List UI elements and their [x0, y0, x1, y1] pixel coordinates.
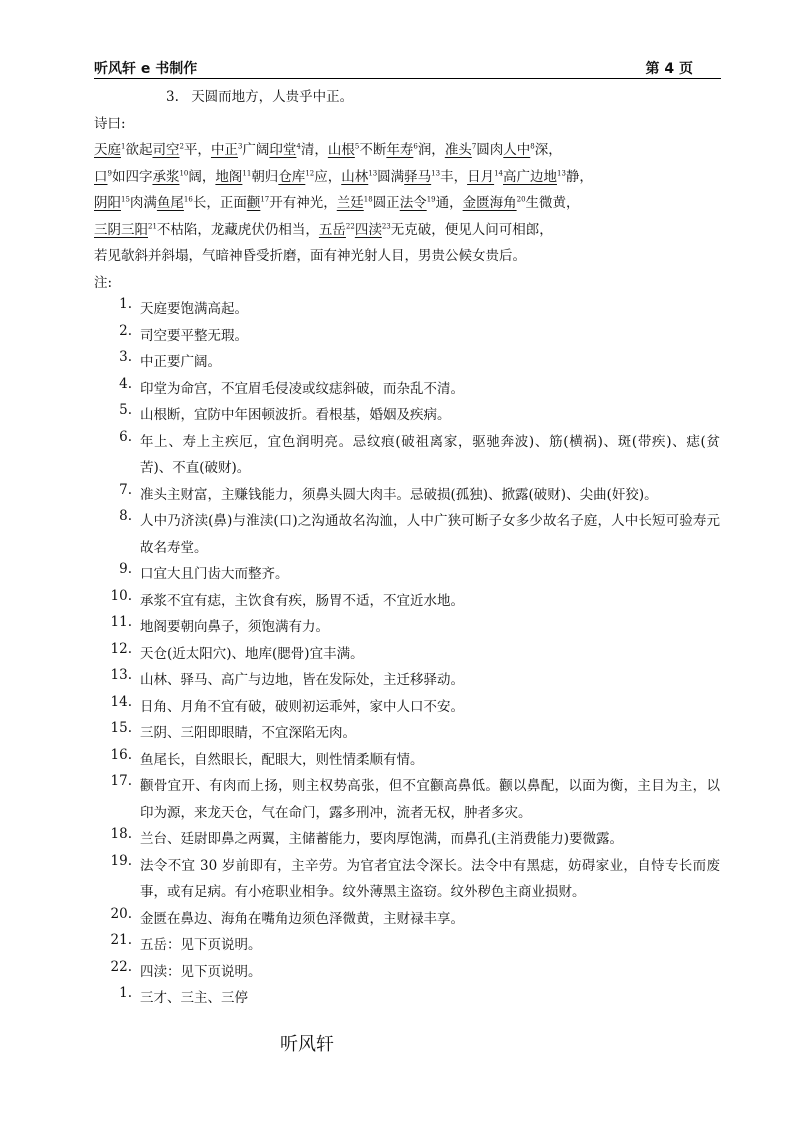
underlined-term: 金匮海角	[462, 195, 517, 211]
note-number: 22.	[110, 958, 132, 975]
footnote-marker: 10	[179, 169, 189, 177]
footnote-marker: 13	[368, 169, 378, 177]
poem-text: 深，	[534, 142, 562, 158]
underlined-term: 鱼尾	[156, 195, 184, 211]
footnote-marker: 15	[121, 195, 130, 204]
page-number: 第 4 页	[645, 61, 693, 77]
poem-text: 长，正面	[192, 195, 247, 211]
footnote-marker: 21	[148, 222, 157, 230]
underlined-term: 日月	[467, 168, 495, 185]
underlined-term: 颧	[246, 195, 261, 211]
poem-text: 广阔	[242, 142, 270, 158]
note-number: 11.	[110, 614, 132, 630]
footnote-marker: 4	[296, 142, 301, 151]
poem-line	[94, 137, 724, 164]
note-text: 司空要平整无瑕。	[140, 327, 248, 344]
footnote-marker: 20	[516, 195, 526, 204]
note-item	[94, 588, 720, 615]
notes-list	[94, 296, 720, 1012]
underlined-term: 山根	[327, 142, 355, 158]
footnote-marker: 13	[431, 169, 441, 177]
underlined-term: 司空	[152, 142, 180, 158]
note-item	[94, 561, 720, 588]
poem-line	[94, 217, 724, 244]
note-text: 五岳：见下页说明。	[140, 937, 262, 953]
footnote-marker: 2	[179, 142, 184, 151]
footnote-marker: 18	[363, 195, 373, 204]
note-text: 日角、月角不宜有破，破则初运乖舛，家中人口不安。	[140, 698, 464, 715]
note-number: 8.	[119, 508, 132, 524]
underlined-term: 年寿	[386, 142, 414, 158]
underlined-term: 法令	[399, 195, 427, 211]
underlined-term: 承浆	[152, 168, 180, 185]
poem-text: 通，	[435, 195, 463, 211]
poem-block	[94, 137, 724, 270]
note-number: 21.	[110, 932, 132, 948]
note-text: 天庭要饱满高起。	[140, 301, 248, 317]
footnote-marker: 6	[413, 142, 418, 151]
note-item	[94, 959, 720, 986]
note-item	[94, 614, 720, 641]
note-number: 12.	[110, 640, 132, 657]
note-text: 口宜大且门齿大而整齐。	[140, 566, 289, 582]
underlined-term: 山林	[341, 168, 369, 185]
note-number: 16.	[110, 746, 132, 763]
footnote-marker: 7	[471, 142, 477, 151]
footnote-marker: 19	[426, 195, 436, 204]
underlined-term: 驿马	[404, 168, 432, 185]
underlined-term: 三阴三阳	[94, 221, 148, 238]
underlined-term: 口	[94, 168, 108, 185]
note-item	[94, 826, 720, 853]
note-text: 承浆不宜有痣，主饮食有疾，肠胃不适，不宜近水地。	[140, 592, 464, 609]
note-item	[94, 296, 720, 323]
note-item	[94, 376, 720, 403]
footnote-marker: 17	[260, 195, 270, 204]
note-item	[94, 667, 720, 694]
note-text: 人中乃济渎(鼻)与淮渎(口)之沟通故名沟洫，人中广狭可断子女多少故名子庭，人中长短可验寿元故名寿堂。	[140, 513, 720, 556]
footnote-marker: 1	[121, 142, 126, 151]
underlined-term: 人中	[503, 142, 531, 158]
poem-text: 润，	[417, 142, 445, 158]
note-item	[94, 773, 720, 826]
document-body	[94, 84, 724, 1012]
note-item	[94, 429, 720, 482]
poem-line	[94, 190, 724, 217]
note-text: 山根断，宜防中年困顿波折。看根基，婚姻及疾病。	[140, 407, 451, 423]
poem-text: 清，	[300, 142, 328, 158]
footnote-marker: 8	[530, 142, 535, 151]
poem-text: 朝归	[251, 168, 279, 185]
note-text: 三才、三主、三停	[140, 990, 248, 1006]
note-item	[94, 482, 720, 509]
underlined-term: 仓库	[278, 168, 306, 185]
footer-logo-text: 听风轩	[280, 1034, 334, 1055]
page-header	[94, 54, 721, 79]
note-text: 中正要广阔。	[140, 354, 221, 370]
poem-text: 应，	[314, 168, 342, 185]
underlined-term: 高广边地	[503, 168, 557, 185]
note-item	[94, 641, 720, 668]
underlined-term: 中正	[210, 142, 238, 158]
note-number: 4.	[119, 375, 132, 392]
poem-line	[94, 243, 724, 270]
footnote-marker: 9	[107, 169, 112, 177]
footnote-marker: 22	[345, 222, 355, 230]
note-item	[94, 932, 720, 959]
poem-text: 圆满	[377, 168, 405, 185]
underlined-term: 准头	[444, 142, 472, 158]
note-text: 颧骨宜开、有肉而上扬，则主权势高张，但不宜颧高鼻低。颧以鼻配，以面为衡，主目为主，以印为源，来龙天仓，气在命门，露多刑冲，流者无权，肿者多灾。	[140, 778, 720, 821]
note-text: 四渎：见下页说明。	[140, 963, 262, 980]
note-number: 15.	[110, 720, 132, 736]
underlined-term: 地阁	[215, 168, 243, 185]
footnote-marker: 11	[242, 169, 252, 177]
poem-text: 不断	[359, 142, 387, 158]
note-text: 天仓(近太阳穴)、地库(腮骨)宜丰满。	[140, 645, 364, 662]
underlined-term: 五岳	[318, 221, 346, 238]
footnote-marker: 12	[305, 169, 315, 177]
note-number: 14.	[110, 693, 132, 710]
footnote-marker: 16	[183, 195, 193, 204]
underlined-term: 印堂	[269, 142, 297, 158]
poem-label: 诗曰:	[94, 115, 126, 132]
note-text: 年上、寿上主疾厄，宜色润明亮。忌纹痕(破祖离家，驱驰奔波)、筋(横祸)、斑(带疾)、痣(贫苦)、不直(破财)。	[140, 433, 720, 476]
note-number: 3.	[119, 349, 132, 365]
poem-text: 开有神光，	[269, 195, 337, 211]
footnote-marker: 13	[557, 169, 566, 177]
note-number: 6.	[119, 428, 132, 445]
note-number: 7.	[119, 481, 132, 498]
note-number: 1.	[119, 985, 132, 1001]
note-text: 准头主财富，主赚钱能力，须鼻头圆大肉丰。忌破损(孤独)、掀露(破财)、尖曲(奸狡)。	[140, 486, 658, 503]
note-item	[94, 906, 720, 933]
poem-text: 平，	[183, 142, 211, 158]
header-title: 听风轩 e 书制作	[94, 61, 198, 77]
underlined-term: 四渎	[354, 221, 382, 238]
footnote-marker: 23	[381, 222, 391, 230]
poem-text: 欲起	[125, 142, 153, 158]
poem-line	[94, 164, 724, 191]
note-number: 13.	[110, 667, 132, 683]
note-text: 法令不宜 30 岁前即有，主辛劳。为官者宜法令深长。法令中有黑痣，妨碍家业，自恃专长而废事，或有足病。有小疮职业相争。纹外薄黑主盗窃。纹外秽色主商业损财。	[140, 857, 720, 900]
note-number: 17.	[110, 773, 132, 789]
intro-number: 3.	[166, 89, 179, 105]
note-text: 地阁要朝向鼻子，须饱满有力。	[140, 619, 329, 635]
poem-text: 肉满	[129, 195, 157, 211]
intro-text: 天圆而地方，人贵乎中正。	[191, 89, 354, 105]
poem-text: 阔，	[188, 168, 216, 185]
poem-text: 如四字	[111, 168, 153, 185]
note-item	[94, 402, 720, 429]
intro-item	[94, 84, 724, 111]
note-text: 三阴、三阳即眼睛，不宜深陷无肉。	[140, 725, 356, 741]
note-number: 2.	[119, 322, 132, 339]
note-number: 5.	[119, 402, 132, 418]
footnote-marker: 14	[494, 169, 503, 177]
underlined-term: 天庭	[94, 142, 121, 158]
note-number: 20.	[110, 905, 132, 922]
note-text: 山林、驿马、高广与边地，皆在发际处，主迁移驿动。	[140, 672, 464, 688]
poem-text: 圆肉	[476, 142, 504, 158]
note-number: 19.	[110, 852, 132, 869]
underlined-term: 兰廷	[336, 195, 364, 211]
notes-label: 注:	[94, 274, 113, 291]
note-item	[94, 985, 720, 1012]
poem-text: 若见欹斜并斜塌，气暗神昏受折磨，面有神光射人目，男贵公候女贵后。	[94, 248, 526, 264]
note-text: 鱼尾长，自然眼长，配眼大，则性情柔顺有情。	[140, 751, 424, 768]
note-item	[94, 853, 720, 906]
note-number: 18.	[110, 826, 132, 842]
poem-text: 丰，	[440, 168, 468, 185]
note-item	[94, 508, 720, 561]
note-item	[94, 694, 720, 721]
note-text: 金匮在鼻边、海角在嘴角边须色泽微黄，主财禄丰享。	[140, 910, 464, 927]
footnote-marker: 5	[354, 142, 360, 151]
note-text: 印堂为命宫，不宜眉毛侵凌或纹痣斜破，而杂乱不清。	[140, 380, 464, 397]
note-item	[94, 720, 720, 747]
footnote-marker: 3	[237, 142, 243, 151]
note-item	[94, 747, 720, 774]
poem-text: 无克破，便见人问可相郎，	[390, 221, 553, 238]
note-number: 1.	[119, 296, 132, 312]
underlined-term: 阴阳	[94, 195, 121, 211]
note-number: 10.	[110, 587, 132, 604]
note-number: 9.	[119, 561, 132, 577]
poem-text: 不枯陷，龙藏虎伏仍相当，	[156, 221, 319, 238]
note-item	[94, 349, 720, 376]
note-item	[94, 323, 720, 350]
poem-text: 静，	[565, 168, 593, 185]
note-text: 兰台、廷尉即鼻之两翼，主储蓄能力，要肉厚饱满，而鼻孔(主消费能力)要微露。	[140, 831, 624, 847]
poem-text: 圆正	[372, 195, 400, 211]
poem-text: 生微黄，	[525, 195, 580, 211]
